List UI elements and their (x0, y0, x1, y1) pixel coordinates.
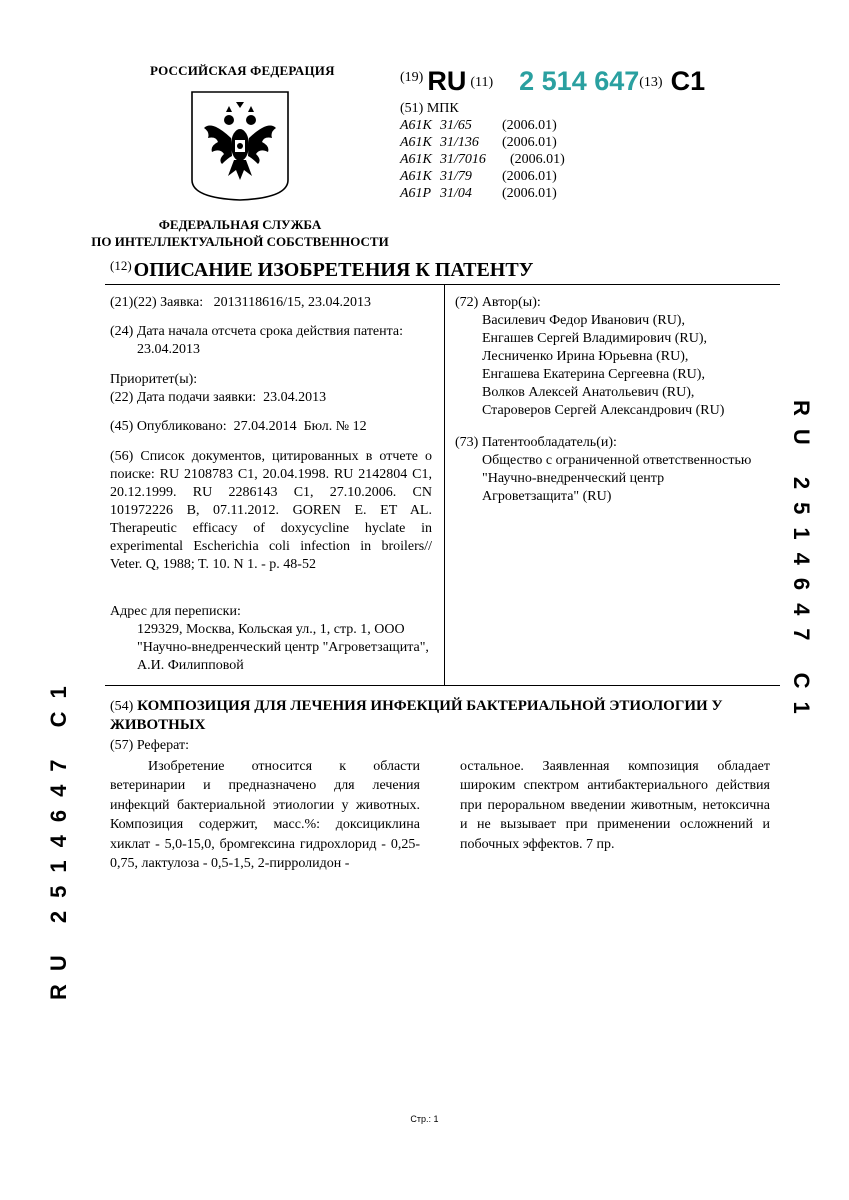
published-value: 27.04.2014 (233, 419, 297, 434)
abstract-label: (57) Реферат: (110, 738, 189, 753)
author-name: Лесниченко Ирина Юрьевна (RU), (482, 349, 689, 364)
agency-line-1: ФЕДЕРАЛЬНАЯ СЛУЖБА (158, 217, 322, 232)
address-line: 129329, Москва, Кольская ул., 1, стр. 1, ООО (137, 622, 405, 637)
filing-date-value: 23.04.2013 (263, 390, 327, 405)
author-name: Енгашев Сергей Владимирович (RU), (482, 331, 708, 346)
author-name: Енгашева Екатерина Сергеевна (RU), (482, 367, 705, 382)
ipc-class: A61P (400, 186, 432, 201)
ipc-row (400, 185, 565, 202)
document-title-text: ОПИСАНИЕ ИЗОБРЕТЕНИЯ К ПАТЕНТУ (133, 259, 534, 281)
ipc-group: 31/7016 (440, 152, 486, 167)
patent-owner (455, 434, 785, 506)
patent-number: 2 514 647 (519, 66, 640, 96)
side-publication-number-right: RU 2514647 C1 (789, 400, 814, 727)
invention-title-text: КОМПОЗИЦИЯ ДЛЯ ЛЕЧЕНИЯ ИНФЕКЦИЙ БАКТЕРИАЛЬНОЙ ЭТИОЛОГИИ У ЖИВОТНЫХ (110, 698, 723, 733)
ipc-class: A61K (400, 118, 432, 133)
ipc-row (400, 168, 565, 185)
ipc-group: 31/65 (440, 118, 472, 133)
bulletin-number: Бюл. № 12 (303, 419, 367, 434)
cited-documents (110, 448, 432, 574)
inid-code-19: (19) (400, 70, 424, 85)
cited-documents-label: (56) Список документов, цитированных в отчете о поиске: (110, 449, 432, 482)
term-start-field (110, 323, 432, 359)
kind-code: C1 (670, 66, 706, 96)
ipc-version: (2006.01) (502, 118, 557, 133)
ipc-label: (51) МПК (400, 101, 459, 116)
authors-label: (72) Автор(ы): (455, 295, 541, 310)
ipc-group: 31/04 (440, 186, 472, 201)
agency-name (90, 216, 390, 250)
divider (105, 284, 780, 285)
double-headed-eagle-emblem (190, 90, 290, 202)
divider (105, 685, 780, 686)
published-label: (45) Опубликовано: (110, 419, 227, 434)
agency-line-2: ПО ИНТЕЛЛЕКТУАЛЬНОЙ СОБСТВЕННОСТИ (91, 234, 389, 249)
owner-line: Общество с ограниченной ответственностью (482, 453, 752, 468)
correspondence-address (110, 603, 432, 675)
ipc-classification (400, 100, 565, 202)
country-code: RU (427, 66, 467, 96)
publication-number (400, 66, 705, 97)
term-start-label: (24) Дата начала отсчета срока действия патента: (110, 324, 404, 339)
inid-code-54: (54) (110, 699, 134, 714)
inid-code-12: (12) (110, 258, 132, 273)
author-name: Староверов Сергей Александрович (RU) (482, 403, 725, 418)
application-field (110, 294, 432, 312)
application-label: (21)(22) Заявка: (110, 295, 204, 310)
address-line: "Научно-внедренческий центр "Агроветзащита", (137, 640, 429, 655)
cited-documents-value: RU 2108783 C1, 20.04.1998. RU 2142804 C1, 20.12.1999. RU 2286143 C1, 27.10.2006. CN 101972226 B, 07.11.2012. GOREN E. ET AL. Therapeutic efficacy of doxycycline hyclate in experimental Escherichia coli infection in broilers// Veter. Q, 1988; T. 10. N 1. - p. 48-52 (110, 467, 433, 572)
country-heading: РОССИЙСКАЯ ФЕДЕРАЦИЯ (150, 63, 335, 78)
ipc-version: (2006.01) (502, 169, 557, 184)
application-value: 2013118616/15, 23.04.2013 (213, 295, 371, 310)
side-publication-number-left: RU 2514647 C1 (46, 673, 71, 1000)
owner-line: Агроветзащита" (RU) (482, 489, 612, 504)
authors (455, 294, 785, 420)
ipc-row (400, 134, 565, 151)
abstract-column-1: Изобретение относится к области ветеринарии и предназначено для лечения инфекций бактериальной этиологии у животных. Композиция содержит, масс.%: доксициклина хиклат - 5,0-15,0, бромгексина гидрохлорид - 0,25-0,75, лактулоза - 0,5-1,5, 2-пирролидон - (110, 759, 420, 872)
address-line: А.И. Филипповой (137, 658, 244, 673)
inid-code-11: (11) (470, 75, 494, 90)
ipc-version: (2006.01) (510, 152, 565, 167)
page-number: Стр.: 1 (410, 1114, 439, 1124)
filing-date-label: (22) Дата подачи заявки: (110, 390, 257, 405)
author-name: Василевич Федор Иванович (RU), (482, 313, 685, 328)
ipc-class: A61K (400, 135, 432, 150)
ipc-row (400, 151, 565, 168)
abstract-column-2: остальное. Заявленная композиция обладает широким спектром антибактериального действия при пероральном введении животным, нетоксична и не вызывает при применении осложнений и побочных эффектов. 7 пр. (460, 759, 770, 852)
owner-line: "Научно-внедренческий центр (482, 471, 665, 486)
invention-title (110, 697, 760, 734)
ipc-group: 31/79 (440, 169, 472, 184)
owner-label: (73) Патентообладатель(и): (455, 435, 617, 450)
address-label: Адрес для переписки: (110, 604, 241, 619)
priority-label: Приоритет(ы): (110, 372, 198, 387)
author-name: Волков Алексей Анатольевич (RU), (482, 385, 695, 400)
document-title (110, 259, 533, 282)
ipc-group: 31/136 (440, 135, 479, 150)
priority-field (110, 371, 432, 407)
column-divider (444, 284, 445, 685)
term-start-value: 23.04.2013 (137, 342, 200, 357)
ipc-class: A61K (400, 169, 432, 184)
published-field (110, 418, 432, 436)
ipc-row (400, 117, 565, 134)
inid-code-13: (13) (639, 75, 663, 90)
ipc-class: A61K (400, 152, 432, 167)
ipc-version: (2006.01) (502, 135, 557, 150)
ipc-version: (2006.01) (502, 186, 557, 201)
